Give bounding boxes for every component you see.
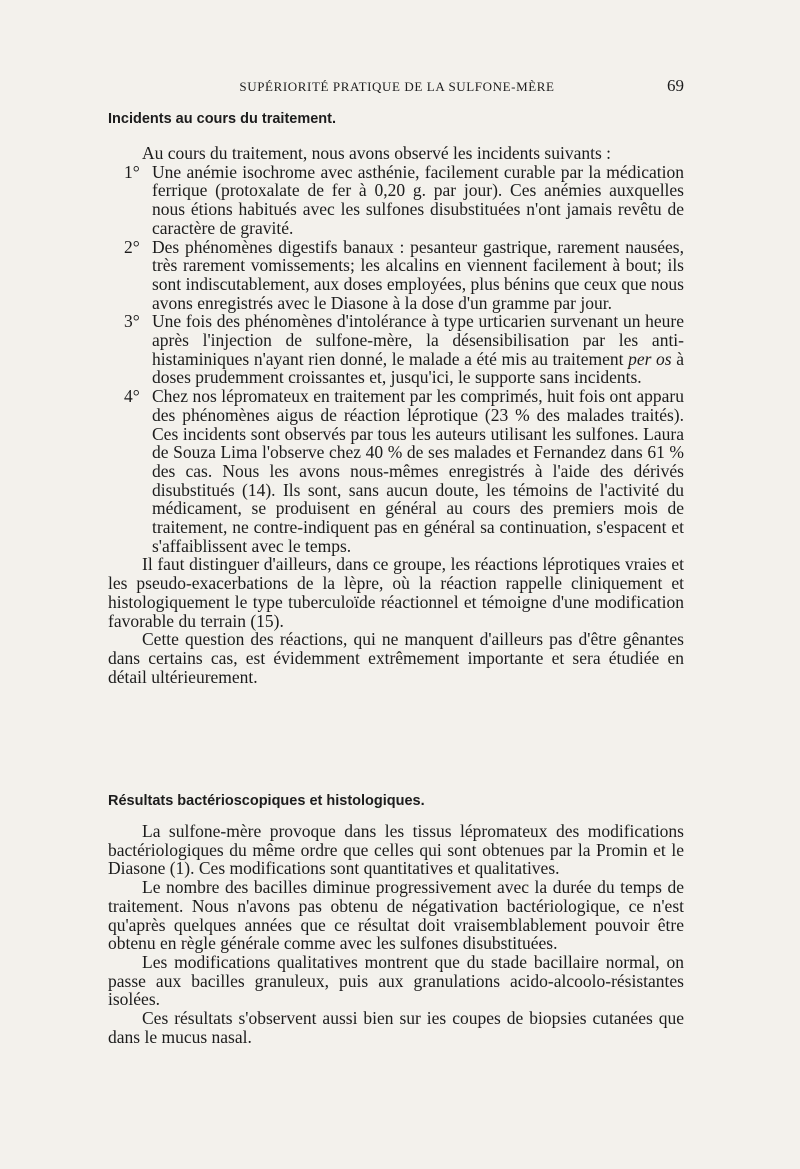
section-heading-incidents: Incidents au cours du traitement.: [108, 111, 337, 127]
list-item-text-part: à doses prudemment croissantes et, jusqu'ici, le supporte sans incidents.: [152, 348, 684, 388]
body-paragraph: Ces résultats s'observent aussi bien sur ies coupes de biopsies cutanées que dans le mucus nasal.: [108, 1008, 684, 1047]
list-item: [108, 163, 684, 238]
body-paragraph: Cette question des réactions, qui ne manquent d'ailleurs pas d'être gênantes dans certains cas, est évidemment extrêmement importante et sera étudiée en détail ultérieurement.: [108, 629, 684, 687]
list-item-text: Chez nos lépromateux en traitement par les comprimés, huit fois ont apparu des phénomènes aigus de réaction léprotique (23 % des malades traités). Ces incidents sont observés par tous les auteurs utilisant les sulfones. Laura de Souza Lima l'observe chez 40 % de ses malades et Fernandez dans 61 % des cas. Nous les avons nous-mêmes enregistrés à l'aide des dérivés disubstitués (14). Ils sont, sans aucun doute, les témoins de l'activité du médicament, se produisent en général au cours des premiers mois de traitement, ne contre-indiquent pas en général sa continuation, s'espacent et s'affaiblissent avec le temps.: [152, 386, 684, 556]
running-header: [110, 76, 684, 98]
body-paragraph: Le nombre des bacilles diminue progressivement avec la durée du temps de traitement. Nous n'avons pas obtenu de négativation bactériologique, ce n'est qu'après quelques années que ce résultat doit vraisemblablement pouvoir être obtenu en règle générale comme avec les sulfones disubstituées.: [108, 877, 684, 954]
section-heading-results: Résultats bactérioscopiques et histologiques.: [108, 793, 425, 809]
latin-term: per os: [628, 348, 672, 369]
page-number: 69: [667, 76, 684, 95]
intro-paragraph: Au cours du traitement, nous avons observé les incidents suivants :: [142, 143, 612, 163]
list-item-number: 1°: [124, 161, 140, 182]
section-results: [108, 792, 684, 810]
list-item-number: 3°: [124, 311, 140, 332]
body-paragraph: Les modifications qualitatives montrent que du stade bacillaire normal, on passe aux bacilles granuleux, puis aux granulations acido-alcoolo-résistantes isolées.: [108, 951, 684, 1010]
list-item: [108, 387, 684, 555]
list-item-text: [152, 311, 684, 387]
list-item: [108, 312, 684, 387]
list-item-text-part: Une fois des phénomènes d'intolérance à type urticarien survenant un heure après l'injection de sulfone-mère, la désensibilisation par les anti-histaminiques n'ayant rien donné, le malade a été mis au traitement: [152, 311, 684, 369]
results-content: [108, 822, 684, 1046]
body-paragraph: La sulfone-mère provoque dans les tissus lépromateux des modifications bactériologiques du même ordre que celles qui sont obtenues par la Promin et le Diasone (1). Ces modifications sont quantitatives et qualitatives.: [108, 821, 684, 879]
list-item-number: 2°: [124, 236, 140, 257]
list-item-text: Une anémie isochrome avec asthénie, facilement curable par la médication ferrique (protoxalate de fer à 0,20 g. par jour). Ces anémies auxquelles nous étions habitués avec les sulfones disubstituées n'ont jamais revêtu de caractère de gravité.: [152, 161, 684, 238]
list-item-text: Des phénomènes digestifs banaux : pesanteur gastrique, rarement nausées, très rarement vomissements; les alcalins en viennent facilement à bout; ils sont indiscutablement, aux doses employées, plus bénins que ceux que nous avons enregistrés avec le Diasone à la dose d'un gramme par jour.: [152, 236, 684, 313]
running-title: SUPÉRIORITÉ PRATIQUE DE LA SULFONE-MÈRE: [239, 79, 555, 94]
incidents-content: [108, 144, 684, 686]
list-item-number: 4°: [124, 386, 140, 407]
body-paragraph: Il faut distinguer d'ailleurs, dans ce groupe, les réactions léprotiques vraies et les pseudo-exacerbations de la lèpre, où la réaction rappelle cliniquement et histologiquement le type tuberculoïde réactionnel et témoigne d'une modification favorable du terrain (15).: [108, 554, 684, 631]
list-item: [108, 238, 684, 313]
section-incidents: [108, 110, 684, 128]
